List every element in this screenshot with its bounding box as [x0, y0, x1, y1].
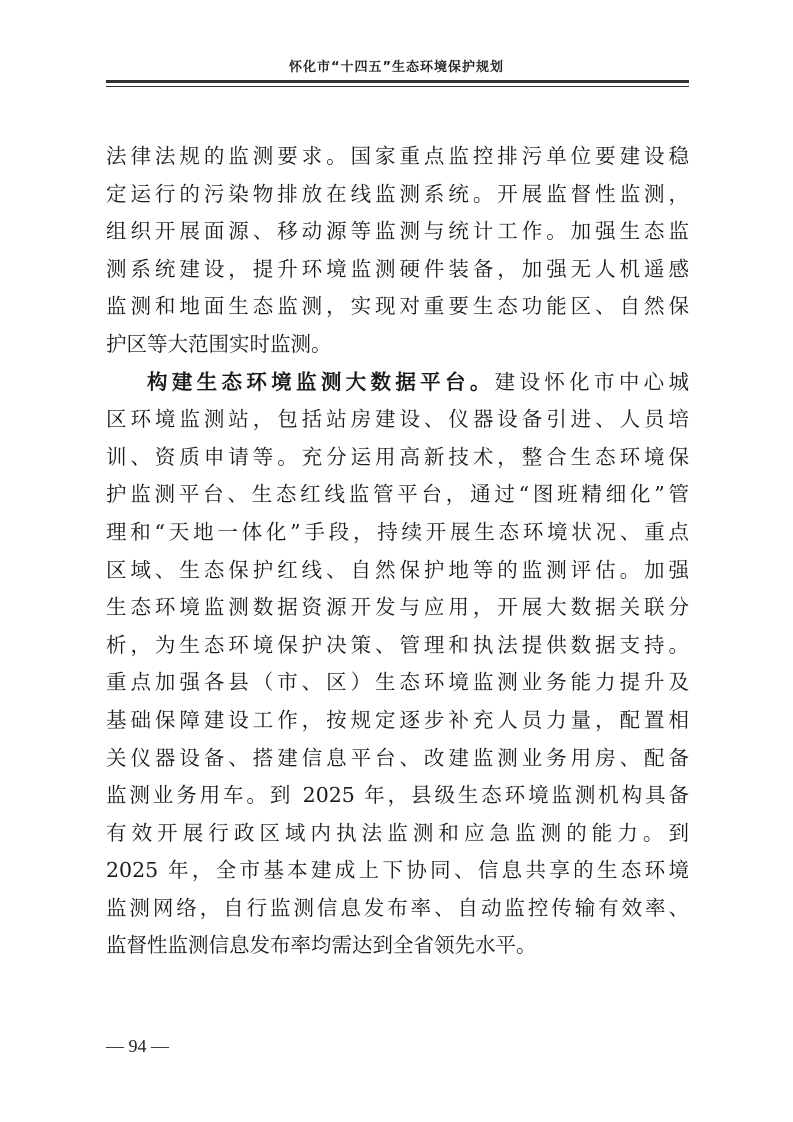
text-line: 析，为生态环境保护决策、管理和执法提供数据支持。 — [106, 632, 689, 657]
paragraph-heading: 构建生态环境监测大数据平台。 — [147, 369, 495, 394]
text-line: 法律法规的监测要求。国家重点监控排污单位要建设稳 — [106, 144, 689, 168]
text-line: 监测和地面生态监测，实现对重要生态功能区、自然保 — [106, 294, 689, 319]
text-line: 区环境监测站，包括站房建设、仪器设备引进、人员培 — [106, 407, 689, 432]
header-rule-thin — [106, 86, 689, 87]
running-header: 怀化市“十四五”生态环境保护规划 — [288, 60, 505, 75]
text-line: 监督性监测信息发布率均需达到全省领先水平。 — [106, 933, 537, 958]
text-line: 监测业务用车。到 2025 年，县级生态环境监测机构具备 — [106, 783, 689, 808]
text-line: 训、资质申请等。充分运用高新技术，整合生态环境保 — [106, 444, 689, 469]
page-number: — 94 — — [106, 1036, 169, 1056]
text-line: 有效开展行政区域内执法监测和应急监测的能力。到 — [106, 820, 689, 845]
text-line: 基础保障建设工作，按规定逐步补充人员力量，配置相 — [106, 707, 689, 732]
text-line: 组织开展面源、移动源等监测与统计工作。加强生态监 — [106, 219, 689, 244]
text-line: 护监测平台、生态红线监管平台，通过“图班精细化”管 — [106, 482, 689, 507]
text-line: 理和“天地一体化”手段，持续开展生态环境状况、重点 — [106, 519, 689, 544]
text-line: 测系统建设，提升环境监测硬件装备，加强无人机遥感 — [106, 256, 689, 281]
text-line: 2025 年，全市基本建成上下协同、信息共享的生态环境 — [106, 858, 689, 883]
text-line: 定运行的污染物排放在线监测系统。开展监督性监测， — [106, 181, 689, 206]
body-text — [106, 138, 689, 965]
text-line: 护区等大范围实时监测。 — [106, 331, 332, 356]
text-line: 关仪器设备、搭建信息平台、改建监测业务用房、配备 — [106, 745, 689, 770]
text-line: 监测网络，自行监测信息发布率、自动监控传输有效率、 — [106, 895, 689, 920]
text-line: 区域、生态保护红线、自然保护地等的监测评估。加强 — [106, 557, 689, 582]
header-rule-thick — [106, 80, 689, 83]
paragraph-lead-text: 建设怀化市中心城 — [494, 369, 689, 394]
text-line: 生态环境监测数据资源开发与应用，开展大数据关联分 — [106, 595, 689, 620]
paragraph-lead-line — [106, 364, 689, 402]
text-line: 重点加强各县（市、区）生态环境监测业务能力提升及 — [106, 670, 689, 695]
